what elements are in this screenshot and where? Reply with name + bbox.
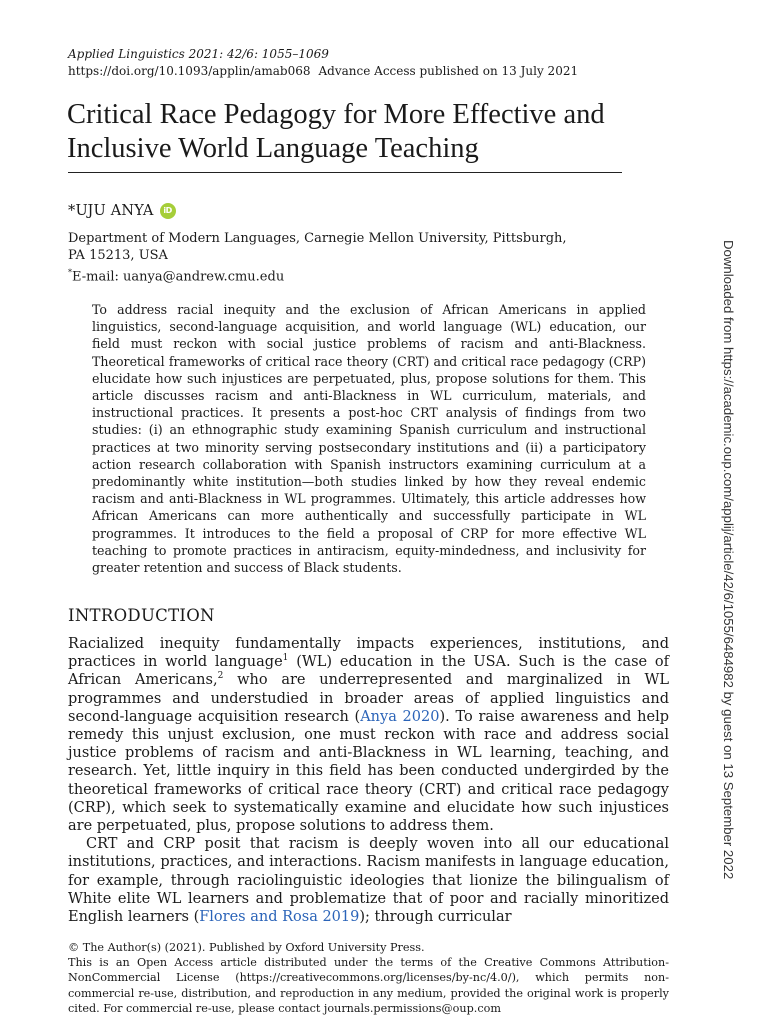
text-run: CRT and CRP posit that racism is deeply woven into all our educational institutions, practices, and interactions. Racism manifests in language education, for example, through raciolinguistic ideologies that lionize the bilingualism of White elite WL learners and problematize that of poor and racially minoritized English learners ( [68, 836, 669, 926]
footnote-ref-2[interactable]: 2 [217, 671, 224, 682]
affiliation-line-1: Department of Modern Languages, Carnegie Mellon University, Pittsburgh, [68, 231, 567, 246]
download-watermark: Downloaded from https://academic.oup.com/applij/article/42/6/1055/6484982 by guest on 13 September 2022 [721, 240, 736, 880]
author-line [68, 201, 176, 221]
journal-citation: Applied Linguistics 2021: 42/6: 1055–1069 [68, 47, 329, 61]
text-run: who are underrepresented and marginalized in WL programmes and understudied in broader areas of applied linguistics and second-language acquisition research ( [68, 672, 669, 725]
affiliation-line-2: PA 15213, USA [68, 248, 168, 263]
paragraph-1 [68, 635, 669, 835]
paragraph-2 [68, 835, 669, 926]
introduction-body [68, 635, 669, 926]
email-mark: * [68, 268, 72, 277]
text-run: ). To raise awareness and help remedy this unjust exclusion, one must reckon with race and address social justice problems of racism and anti-Blackness in WL learning, teaching, and research. Yet, little inquiry in this field has been conducted undergirded by the theoretical frameworks of critical race theory (CRT) and critical race pedagogy (CRP), which seek to systematically examine and elucidate how such injustices are perpetuated, plus, propose solutions to address them. [68, 708, 669, 835]
abstract: To address racial inequity and the exclusion of African Americans in applied linguistics, second-language acquisition, and world language (WL) education, our field must reckon with social justice problems of racism and anti-Blackness. Theoretical frameworks of critical race theory (CRT) and critical race pedagogy (CRP) elucidate how such injustices are perpetuated, plus, propose solutions for them. This article discusses racism and anti-Blackness in WL curriculum, materials, and instructional practices. It presents a post-hoc CRT analysis of findings from two studies: (i) an ethnographic study examining Spanish curriculum and instructional practices at two minority serving postsecondary institutions and (ii) a participatory action research collaboration with Spanish instructors examining curriculum at a predominantly white institution—both studies linked by how they reveal endemic racism and anti-Blackness in WL programmes. Ultimately, this article addresses how African Americans can more authentically and successfully participate in WL programmes. It introduces to the field a proposal of CRP for more effective WL teaching to promote practices in antiracism, equity-mindedness, and inclusivity for greater retention and success of Black students. [92, 302, 646, 576]
author-email[interactable]: E-mail: uanya@andrew.cmu.edu [72, 269, 285, 285]
orcid-icon[interactable]: iD [160, 203, 176, 219]
article-title: Critical Race Pedagogy for More Effective and Inclusive World Language Teaching [67, 99, 605, 164]
copyright-line: © The Author(s) (2021). Published by Oxford University Press. [68, 941, 425, 954]
license-text: This is an Open Access article distributed under the terms of the Creative Commons Attribution-NonCommercial License (https://creativecommons.org/licenses/by-nc/4.0/), which permits non-commercial re-use, distribution, and reproduction in any medium, provided the original work is properly cited. For commercial re-use, please contact journals.permissions@oup.com [68, 956, 669, 1015]
text-run: (WL) education in the USA. Such is the case of African Americans, [68, 654, 669, 689]
advance-access-note: Advance Access published on 13 July 2021 [318, 64, 579, 78]
citation-link-flores-rosa-2019[interactable]: Flores and Rosa 2019 [199, 909, 360, 926]
footnote-ref-1[interactable]: 1 [282, 653, 289, 664]
title-divider [68, 172, 622, 173]
author-name: *UJU ANYA [68, 203, 154, 219]
text-run: ); through curricular [359, 909, 512, 926]
footer-notice [68, 940, 669, 1016]
text-run: Racialized inequity fundamentally impacts experiences, institutions, and practices in world language [68, 636, 669, 671]
citation-link-anya-2020[interactable]: Anya 2020 [360, 708, 440, 725]
doi-line [68, 63, 578, 79]
email-line [68, 264, 628, 285]
doi-link[interactable]: https://doi.org/10.1093/applin/amab068 [68, 64, 311, 78]
affiliation [68, 230, 628, 285]
section-heading-introduction: INTRODUCTION [68, 606, 215, 625]
